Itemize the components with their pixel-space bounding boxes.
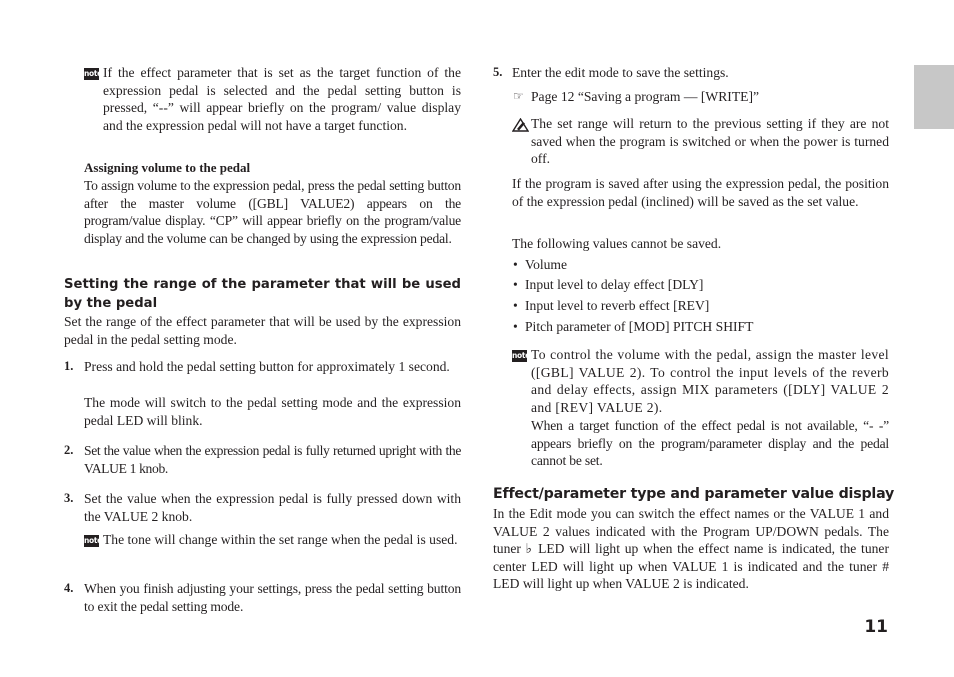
subheading-assign-volume: Assigning volume to the pedal (84, 160, 251, 175)
section-heading-range: Setting the range of the parameter that will be used by the pedal (64, 277, 461, 311)
list-item: Input level to delay effect [DLY] (525, 277, 704, 292)
list-item: Pitch parameter of [MOD] PITCH SHIFT (525, 319, 754, 334)
step-text: Press and hold the pedal setting button for approximately 1 second. (84, 359, 450, 374)
cannot-save-paragraph: The following values cannot be saved. (512, 236, 722, 251)
bullet-icon: • (513, 277, 518, 292)
bullet-icon: • (513, 298, 518, 313)
step-number: 1. (64, 359, 74, 373)
effect-body: In the Edit mode you can switch the effect names or the VALUE 1 and VALUE 2 values indicated with the Program UP/DOWN pedals. The tuner ♭ LED will light up when the effect name is indicated, the tuner center LED will light up when VALUE 1 is indicated and the tuner # LED will light up when VALUE 2 is indicated. (493, 506, 889, 592)
list-item: Volume (525, 257, 568, 272)
note-icon: note (84, 69, 102, 78)
step-text: When you finish adjusting your settings, press the pedal setting button to exit the pedal setting mode. (84, 581, 461, 614)
step-number: 2. (64, 443, 74, 457)
assign-volume-body: To assign volume to the expression pedal, press the pedal setting button after the master volume ([GBL] VALUE2) appears on the program/value display. “CP” will appear briefly on the program/value display and the volume can be changed by using the expression pedal. (84, 178, 461, 246)
note-text: When a target function of the effect pedal is not available, “- -” appears briefly on the program/parameter display and the pedal cannot be set. (531, 418, 889, 469)
warning-icon (512, 118, 529, 132)
bullet-icon: • (513, 257, 518, 272)
bullet-icon: • (513, 319, 518, 334)
step-number: 3. (64, 491, 74, 505)
note-text: To control the volume with the pedal, assign the master level ([GBL] VALUE 2). To control the input levels of the reverb and delay effects, assign MIX parameters ([DLY] VALUE 2 and [REV] VALUE 2). (531, 347, 889, 415)
list-item: Input level to reverb effect [REV] (525, 298, 710, 313)
page-reference: Page 12 “Saving a program — [WRITE]” (531, 89, 760, 104)
note-icon: note (84, 536, 102, 545)
step-number: 5. (493, 65, 503, 79)
note-text: If the effect parameter that is set as the target function of the expression pedal is selected and the pedal setting button is pressed, “--” will appear briefly on the program/ value display and the expression pedal will not have a target function. (103, 65, 461, 133)
step-number: 4. (64, 581, 74, 595)
section-heading-effect: Effect/parameter type and parameter value display (493, 486, 895, 502)
note-icon: note (512, 351, 530, 360)
note-text: The tone will change within the set range when the pedal is used. (103, 532, 458, 547)
saved-paragraph: If the program is saved after using the expression pedal, the position of the expression pedal (inclined) will be saved as the set value. (512, 176, 889, 209)
pointing-hand-icon: ☞ (513, 89, 524, 103)
step-extra: The mode will switch to the pedal setting mode and the expression pedal LED will blink. (84, 395, 461, 428)
chapter-tab (914, 65, 954, 129)
step-text: Set the value when the expression pedal is fully returned upright with the VALUE 1 knob. (84, 443, 461, 476)
warning-text: The set range will return to the previous setting if they are not saved when the program is switched or when the power is turned off. (531, 116, 889, 167)
step-text: Enter the edit mode to save the settings. (512, 65, 729, 80)
step-text: Set the value when the expression pedal is fully pressed down with the VALUE 2 knob. (84, 491, 461, 524)
range-intro: Set the range of the effect parameter that will be used by the expression pedal in the pedal setting mode. (64, 314, 461, 347)
page-number: 11 (864, 617, 888, 637)
